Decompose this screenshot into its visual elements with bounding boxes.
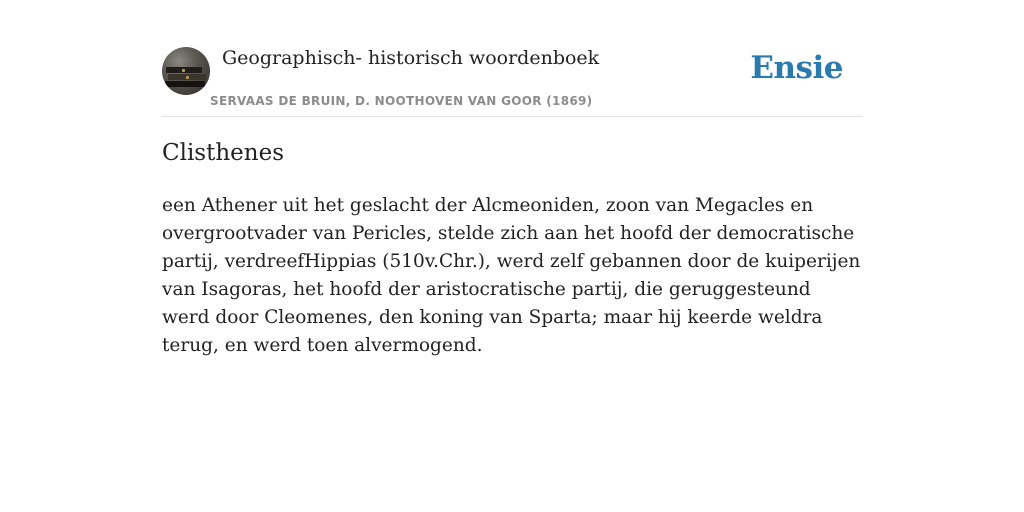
source-header xyxy=(162,44,862,117)
entry-headword: Clisthenes xyxy=(162,140,285,166)
brand-logo[interactable]: Ensie xyxy=(750,50,843,86)
source-authors: SERVAAS DE BRUIN, D. NOOTHOVEN VAN GOOR (1869) xyxy=(210,94,593,108)
source-avatar[interactable] xyxy=(162,47,210,95)
entry-definition: een Athener uit het geslacht der Alcmeoniden, zoon van Megacles en overgrootvader van Pericles, stelde zich aan het hoofd der democratische partij, verdreefHippias (510v.Chr.), werd zelf gebannen door de kuiperijen van Isagoras, het hoofd der aristocratische partij, die geruggesteund werd door Cleomenes, den koning van Sparta; maar hij keerde weldra terug, en werd toen alvermogend. xyxy=(162,195,861,356)
source-title[interactable]: Geographisch- historisch woordenboek xyxy=(222,47,600,69)
